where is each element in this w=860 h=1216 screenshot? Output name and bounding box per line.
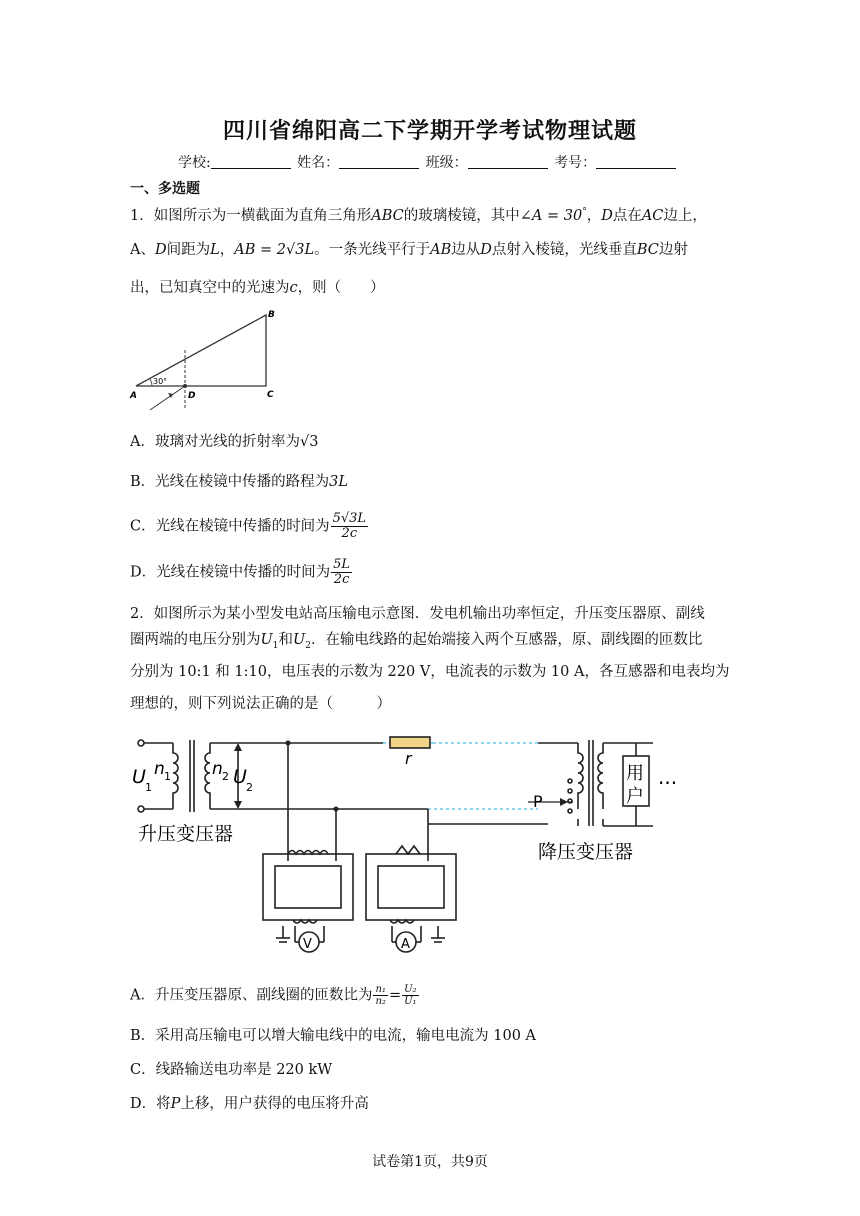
section-title: 一、多选题 — [130, 181, 200, 197]
q1-ab-eq: AB = 2√3L — [234, 242, 315, 258]
q2-text: 圈两端的电压分别为 — [130, 632, 261, 648]
q1-text: ，则（ ） — [297, 280, 385, 296]
q2-u2-sub: 2 — [305, 640, 311, 651]
q1-d: D — [480, 242, 492, 258]
q1-text: 边上， — [663, 207, 707, 224]
q1-text: ， — [586, 207, 602, 224]
q2-line-3: 分别为 10:1 和 1:10，电压表的示数为 220 V，电流表的示数为 10 A，各互感器和电表均为 — [130, 664, 730, 680]
q2-line-1: 2．如图所示为某小型发电站高压输电示意图．发电机输出功率恒定，升压变压器原、副线 — [130, 606, 705, 622]
id-blank[interactable] — [596, 154, 676, 169]
option-text: D．将 — [130, 1096, 171, 1112]
q1-line-2 — [130, 240, 688, 260]
fraction-n — [373, 984, 387, 1007]
q1-c: c — [289, 280, 298, 296]
q1-option-d[interactable] — [130, 558, 353, 587]
transmission-circuit-figure — [128, 726, 708, 956]
fraction-u — [402, 984, 418, 1007]
name-blank[interactable] — [339, 154, 419, 169]
student-info-line — [178, 152, 678, 172]
q1-text: 出，已知真空中的光速为 — [130, 280, 290, 296]
denominator: 2c — [333, 572, 350, 587]
denominator: n₂ — [375, 996, 386, 1007]
q2-line-4: 理想的，则下列说法正确的是（ ） — [130, 696, 391, 712]
user-label-1: 用 — [626, 763, 644, 784]
q2-option-b[interactable]: B．采用高压输电可以增大输电线中的电流，输电电流为 100 A — [130, 1028, 537, 1044]
q1-text: 的玻璃棱镜，其中 — [403, 207, 520, 224]
q2-line-2 — [130, 630, 702, 656]
equals-sign: = — [388, 987, 402, 1004]
q1-text: 点在 — [612, 207, 642, 224]
label-c: C — [267, 390, 274, 400]
label-a: A — [130, 391, 137, 401]
class-label: 班级： — [425, 155, 468, 171]
option-value: √3 — [299, 434, 319, 450]
class-blank[interactable] — [468, 154, 548, 169]
q2-text: ．在输电线路的起始端接入两个互感器，原、副线圈的匝数比 — [310, 632, 703, 648]
q1-d: D — [601, 207, 613, 224]
numerator: U₂ — [404, 984, 417, 995]
q1-bc: BC — [636, 242, 659, 258]
q1-degree: ° — [582, 207, 587, 217]
id-label: 考号： — [554, 155, 597, 171]
option-text: C．光线在棱镜中传播的时间为 — [130, 518, 330, 535]
q2-option-c[interactable]: C．线路输送电功率是 220 kW — [130, 1062, 333, 1078]
numerator: 5L — [333, 557, 351, 572]
name-label: 姓名： — [297, 155, 340, 171]
q1-option-c[interactable] — [130, 512, 369, 541]
q1-text: 边射 — [658, 242, 688, 258]
q1-ab: AB — [430, 242, 452, 258]
option-value: 3L — [329, 474, 349, 490]
n2-sub: 2 — [222, 770, 229, 783]
q1-angle: ∠A = 30 — [519, 207, 583, 224]
step-down-label: 降压变压器 — [538, 841, 634, 863]
q1-option-a[interactable] — [130, 432, 318, 452]
step-up-label: 升压变压器 — [138, 823, 234, 845]
q1-text: 间距为 — [166, 242, 211, 258]
n2-label: n — [212, 759, 223, 779]
q1-ac: AC — [641, 207, 664, 224]
u1-sub: 1 — [145, 781, 152, 794]
u1-label: U — [132, 766, 146, 788]
q1-a: A — [130, 242, 141, 258]
n1-sub: 1 — [164, 770, 171, 783]
u2-sub: 2 — [246, 781, 253, 794]
numerator: n₁ — [375, 984, 386, 995]
q1-text: 。一条光线平行于 — [314, 242, 431, 258]
q1-text: 边从 — [451, 242, 481, 258]
voltmeter-label: V — [303, 937, 312, 952]
numerator: 5√3L — [332, 511, 367, 526]
n1-label: n — [154, 759, 165, 779]
ammeter-label: A — [401, 937, 410, 952]
option-text: A．玻璃对光线的折射率为 — [130, 434, 300, 450]
school-label: 学校: — [178, 155, 211, 171]
q1-l: L — [210, 242, 220, 258]
q1-line-1 — [130, 202, 707, 226]
school-blank[interactable] — [211, 154, 291, 169]
page-footer: 试卷第1页，共9页 — [372, 1154, 488, 1170]
fraction — [331, 558, 352, 587]
prism-figure — [128, 306, 288, 416]
q1-text: 1．如图所示为一横截面为直角三角形 — [130, 207, 372, 224]
denominator: 2c — [341, 526, 358, 541]
q1-text: ， — [219, 242, 235, 258]
option-text: B．光线在棱镜中传播的路程为 — [130, 474, 330, 490]
page-title: 四川省绵阳高二下学期开学考试物理试题 — [222, 119, 637, 144]
q2-text: 和 — [278, 632, 293, 648]
u2-label: U — [233, 766, 247, 788]
fraction — [331, 512, 368, 541]
resistor-label: r — [405, 749, 412, 768]
q1-option-b[interactable] — [130, 472, 348, 492]
denominator: U₁ — [404, 996, 417, 1007]
option-p: P — [170, 1096, 181, 1112]
more-users-dots: ··· — [658, 771, 678, 795]
label-b: B — [268, 310, 275, 320]
option-text: A．升压变压器原、副线圈的匝数比为 — [130, 987, 373, 1004]
q2-option-a[interactable] — [130, 984, 420, 1007]
option-text: D．光线在棱镜中传播的时间为 — [130, 564, 331, 581]
q1-text: 点射入棱镜，光线垂直 — [491, 242, 637, 258]
q1-line-3 — [130, 278, 385, 298]
q1-text: 、 — [140, 242, 155, 258]
q2-u1-sub: 1 — [272, 640, 279, 651]
q2-option-d[interactable] — [130, 1094, 369, 1114]
q2-u1: U — [260, 632, 273, 648]
q2-u2: U — [292, 632, 306, 648]
user-label-2: 户 — [626, 786, 644, 807]
label-d: D — [188, 391, 196, 401]
angle-label: 30° — [153, 377, 168, 386]
option-text: 上移，用户获得的电压将升高 — [180, 1096, 369, 1112]
q1-abc: ABC — [371, 207, 404, 224]
tap-label-p: P — [533, 792, 543, 811]
q1-d: D — [154, 242, 167, 258]
